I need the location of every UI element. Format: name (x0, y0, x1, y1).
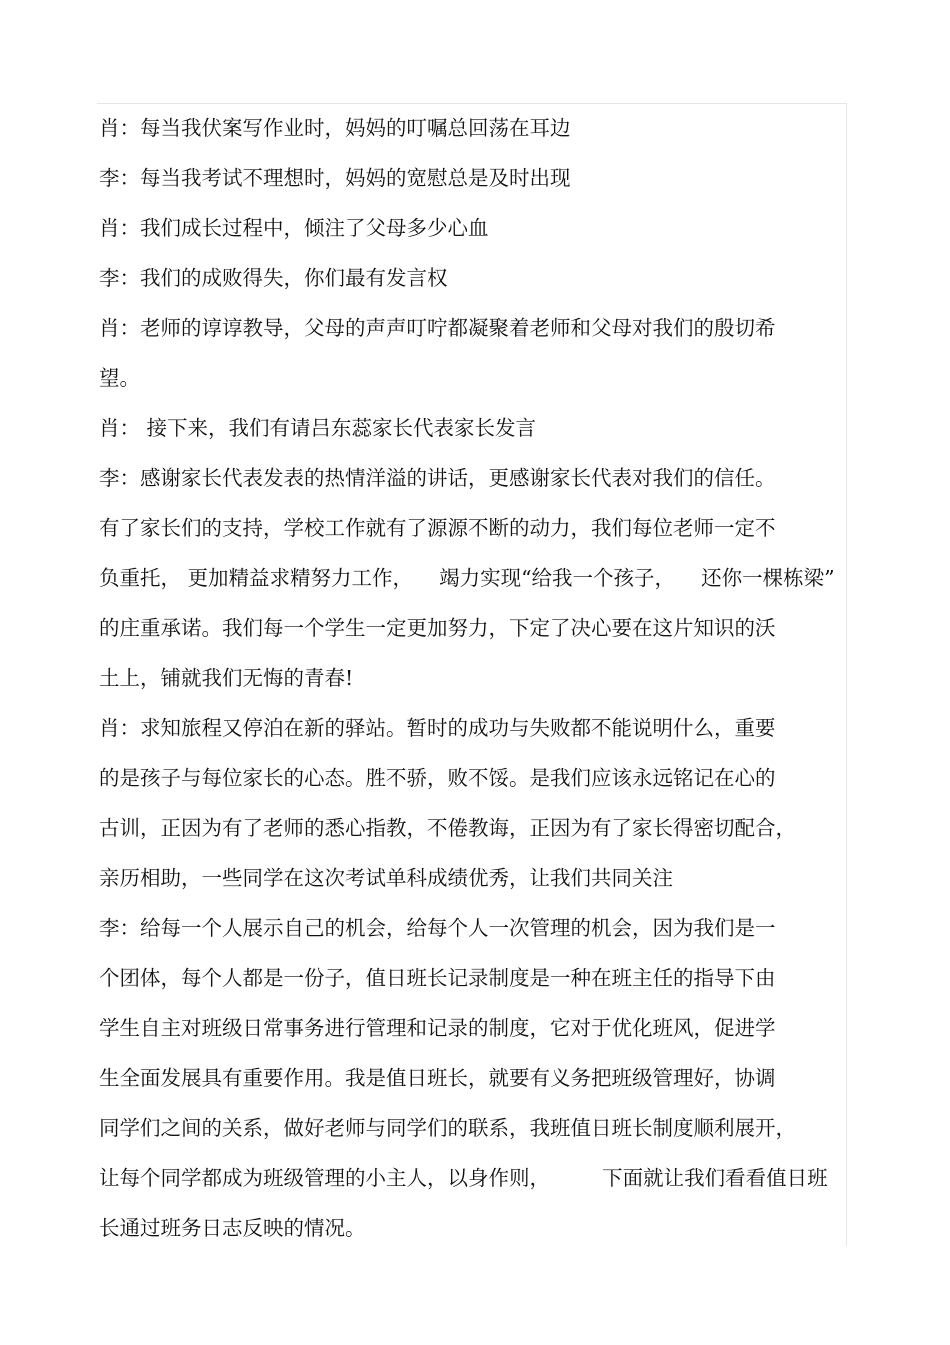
text-line: 土上，铺就我们无悔的青春! (99, 666, 354, 690)
text-line: 让每个同学都成为班级管理的小主人，以身作则， 下面就让我们看看值日班 (99, 1166, 828, 1190)
text-line: 望。 (99, 366, 140, 390)
text-line: 肖：每当我伏案写作业时，妈妈的叮嘱总回荡在耳边 (99, 116, 571, 140)
text-line: 的庄重承诺。我们每一个学生一定更加努力，下定了决心要在这片知识的沃 (99, 616, 776, 640)
text-line: 李：每当我考试不理想时，妈妈的宽慰总是及时出现 (99, 166, 571, 190)
text-line: 有了家长们的支持，学校工作就有了源源不断的动力，我们每位老师一定不 (99, 516, 776, 540)
text-line: 同学们之间的关系，做好老师与同学们的联系，我班值日班长制度顺利展开， (99, 1116, 796, 1140)
document-body (99, 103, 844, 1253)
text-line: 李：我们的成败得失，你们最有发言权 (99, 266, 448, 290)
text-line: 学生自主对班级日常事务进行管理和记录的制度，它对于优化班风，促进学 (99, 1016, 776, 1040)
text-line: 肖：老师的谆谆教导，父母的声声叮咛都凝聚着老师和父母对我们的殷切希 (99, 316, 776, 340)
text-line: 肖：我们成长过程中，倾注了父母多少心血 (99, 216, 489, 240)
text-line: 肖： 接下来，我们有请吕东蕊家长代表家长发言 (99, 416, 537, 440)
text-line: 的是孩子与每位家长的心态。胜不骄，败不馁。是我们应该永远铭记在心的 (99, 766, 776, 790)
text-line: 亲历相助，一些同学在这次考试单科成绩优秀，让我们共同关注 (99, 866, 673, 890)
text-line: 负重托， 更加精益求精努力工作， 竭力实现“给我一个孩子， 还你一棵栋梁” (99, 566, 835, 590)
text-line: 李：给每一个人展示自己的机会，给每个人一次管理的机会，因为我们是一 (99, 916, 776, 940)
text-line: 长通过班务日志反映的情况。 (99, 1216, 366, 1240)
text-line: 古训，正因为有了老师的悉心指教，不倦教诲，正因为有了家长得密切配合， (99, 816, 796, 840)
text-line: 生全面发展具有重要作用。我是值日班长，就要有义务把班级管理好，协调 (99, 1066, 776, 1090)
text-line: 个团体，每个人都是一份子，值日班长记录制度是一种在班主任的指导下由 (99, 966, 776, 990)
text-line: 李：感谢家长代表发表的热情洋溢的讲话，更感谢家长代表对我们的信任。 (99, 466, 776, 490)
text-line: 肖：求知旅程又停泊在新的驿站。暂时的成功与失败都不能说明什么，重要 (99, 716, 776, 740)
